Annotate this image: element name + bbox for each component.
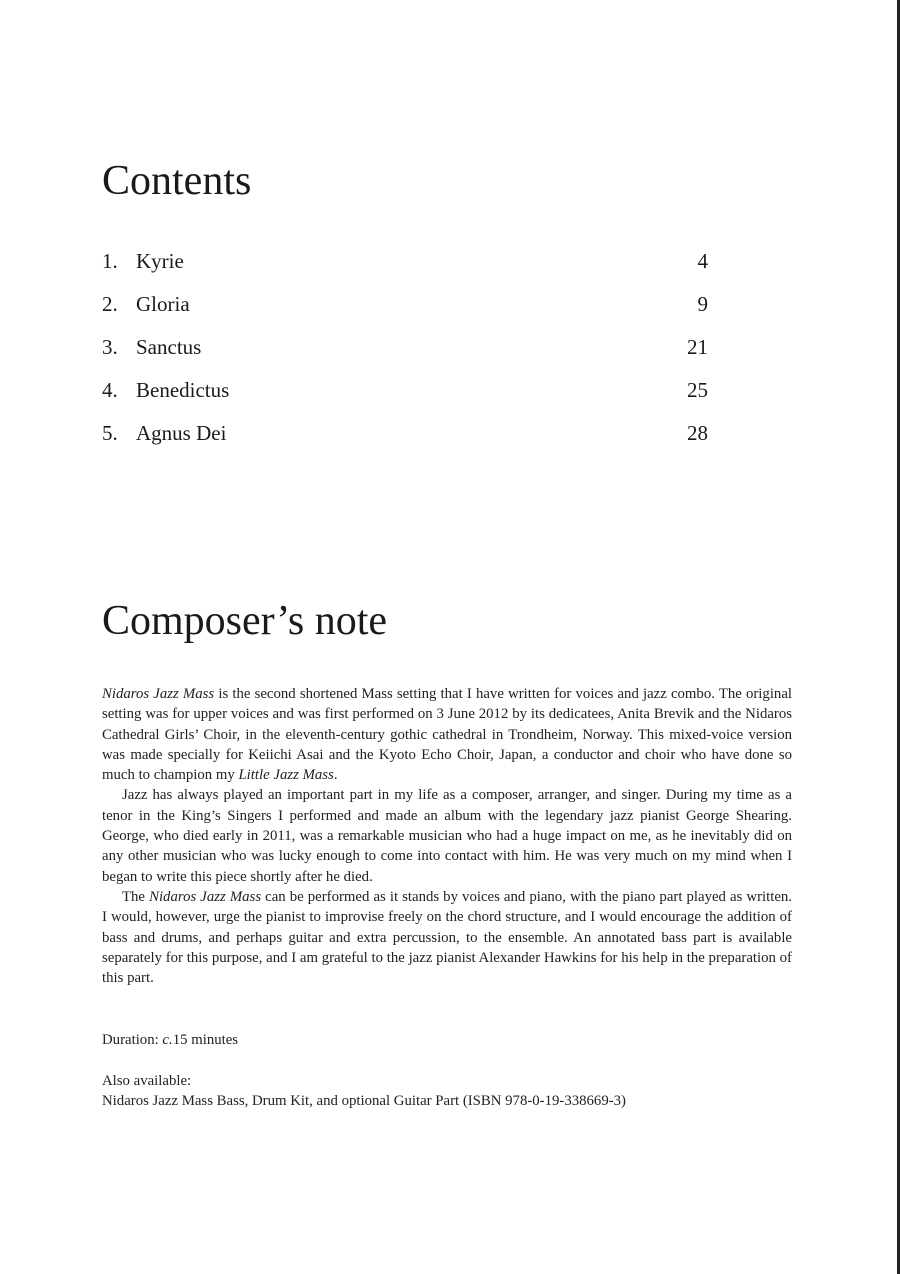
note-text: is the second shortened Mass setting that I have written for voices and jazz combo. The original setting was for upper voices and was first performed on 3 June 2012 by its dedicatees, Anita Brevik and the Nidaros Cathedral Girls’ Choir, in the eleventh-century gothic cathedral in Trondheim, Norway. This mixed-voice version was made specially for Keiichi Asai and the Kyoto Echo Choir, Japan, a conductor and choir who have done so much to champion my (102, 686, 793, 784)
toc-item-page: 25 (687, 378, 708, 402)
composers-note-body (102, 684, 792, 988)
also-available (102, 1071, 626, 1112)
note-paragraph (102, 684, 792, 785)
composers-note-heading: Composer’s note (102, 598, 388, 644)
table-of-contents (102, 240, 708, 455)
duration-value: 15 minutes (172, 1032, 239, 1048)
note-text: The (122, 888, 150, 905)
duration-label: Duration: (102, 1032, 163, 1048)
toc-item-title: Benedictus (136, 378, 230, 402)
toc-item-page: 21 (687, 335, 708, 359)
toc-item-number: 5. (102, 421, 118, 445)
toc-item-page: 28 (687, 421, 708, 445)
work-title: Nidaros Jazz Mass (149, 888, 262, 905)
toc-item (102, 283, 708, 326)
note-text: . (333, 767, 338, 784)
toc-item-number: 2. (102, 292, 118, 316)
also-available-item: Nidaros Jazz Mass Bass, Drum Kit, and optional Guitar Part (ISBN 978-0-19-338669-3) (102, 1093, 626, 1110)
work-title: Nidaros Jazz Mass (102, 686, 215, 702)
toc-item-title: Kyrie (136, 249, 184, 273)
toc-item-number: 1. (102, 249, 118, 273)
toc-item-title: Sanctus (136, 335, 202, 359)
work-title: Little Jazz Mass (238, 767, 334, 784)
toc-item-page: 4 (697, 249, 708, 273)
toc-item (102, 326, 708, 369)
note-text: can be performed as it stands by voices and piano, with the piano part played as written. I would, however, urge the pianist to improvise freely on the chord structure, and I would encourage the addition of bass and drums, and perhaps guitar and extra percussion, to the ensemble. An annotated bass part is available separately for this purpose, and I am grateful to the jazz pianist Alexander Hawkins for his help in the preparation of this part. (102, 888, 792, 987)
also-available-label: Also available: (102, 1073, 192, 1089)
toc-item (102, 412, 708, 455)
toc-item-page: 9 (697, 292, 708, 316)
toc-item-number: 3. (102, 335, 118, 359)
toc-item-title: Agnus Dei (136, 421, 227, 445)
toc-item (102, 369, 708, 412)
toc-item-number: 4. (102, 378, 118, 402)
contents-heading: Contents (102, 158, 252, 204)
note-paragraph (102, 887, 792, 988)
duration-circa: c. (162, 1032, 173, 1048)
note-paragraph: Jazz has always played an important part in my life as a composer, arranger, and singer. During my time as a tenor in the King’s Singers I performed and made an album with the legendary jazz pianist George Shearing. George, who died early in 2011, was a remarkable musician who had a huge impact on me, as he inevitably did on any other musician who was lucky enough to come into contact with him. He was very much on my mind when I began to write this piece shortly after he died. (102, 787, 792, 885)
duration (102, 1030, 238, 1050)
toc-item-title: Gloria (136, 292, 190, 316)
toc-item (102, 240, 708, 283)
